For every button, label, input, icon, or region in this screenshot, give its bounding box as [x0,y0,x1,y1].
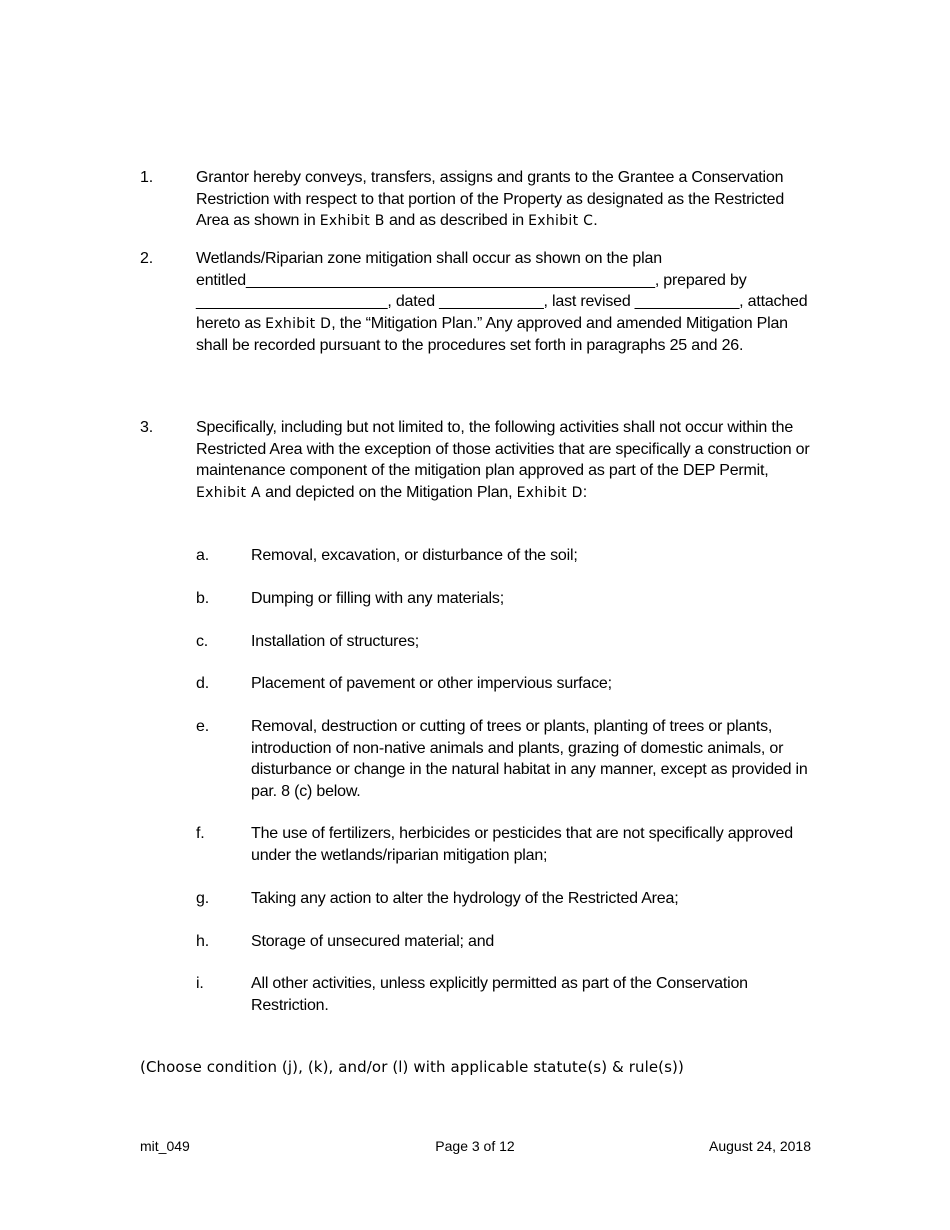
exhibit-reference: Exhibit D [516,484,583,501]
list-item [196,545,816,567]
list-item [196,888,816,910]
list-item-letter: g. [196,890,209,907]
list-item-letter: i. [196,975,204,992]
list-item-text: The use of fertilizers, herbicides or pesticides that are not specifically approved under the wetlands/riparian mitigation plan; [251,825,793,864]
list-item-letter: c. [196,633,209,650]
paragraph-body [196,167,820,233]
choose-condition-note: (Choose condition (j), (k), and/or (l) with applicable statute(s) & rule(s)) [140,1058,684,1076]
paragraph-text: , the “Mitigation Plan.” Any approved and amended Mitigation Plan shall be recorded pursuant to the procedures set forth in paragraphs 25 and 26. [196,314,788,354]
footer-date: August 24, 2018 [709,1138,811,1154]
list-item-letter: a. [196,547,209,564]
list-item [196,673,816,695]
footer-document-id: mit_049 [140,1138,190,1154]
list-item-text: Removal, excavation, or disturbance of the soil; [251,547,578,564]
list-item-letter: b. [196,590,209,607]
paragraph-1 [140,167,820,233]
paragraph-number: 1. [140,169,153,186]
list-item-letter: f. [196,825,205,842]
list-item-text: Installation of structures; [251,633,420,650]
list-item-letter: d. [196,675,209,692]
list-item [196,931,816,953]
list-item-text: Removal, destruction or cutting of trees or plants, planting of trees or plants, introduction of non-native animals and plants, grazing of domestic animals, or disturbance or change in the natural habitat in any manner, except as provided in par. 8 (c) below. [251,718,808,800]
exhibit-reference: Exhibit D [265,315,332,332]
footer-page-number: Page 3 of 12 [435,1138,515,1154]
list-item [196,973,816,1016]
paragraph-text: Specifically, including but not limited to, the following activities shall not occur within the Restricted Area with the exception of those activities that are specifically a construction or maintenance component of the mitigation plan approved as part of the DEP Permit, [196,419,810,479]
exhibit-reference: Exhibit C [528,213,594,229]
list-item-text: Taking any action to alter the hydrology of the Restricted Area; [251,890,679,907]
paragraph-2 [140,248,820,357]
list-item-text: Dumping or filling with any materials; [251,590,504,607]
paragraph-text: and depicted on the Mitigation Plan, [260,483,517,501]
paragraph-body [196,417,820,504]
paragraph-text: : [582,483,587,501]
paragraph-text: Grantor hereby conveys, transfers, assigns and grants to the Grantee a Conservation Restriction with respect to that portion of the Property as designated as the Restricted Area as shown in [196,169,785,229]
paragraph-text: and as described in [384,212,529,229]
exhibit-reference: Exhibit B [319,213,385,229]
list-item-text: Placement of pavement or other impervious surface; [251,675,612,692]
list-item-text: All other activities, unless explicitly permitted as part of the Conservation Restriction. [251,975,748,1014]
list-item [196,588,816,610]
list-item [196,631,816,653]
paragraph-number: 3. [140,419,153,436]
paragraph-number: 2. [140,250,153,267]
paragraph-3 [140,417,820,504]
list-item-text: Storage of unsecured material; and [251,933,495,950]
paragraph-text: Wetlands/Riparian zone mitigation shall occur as shown on the plan entitled_______________________________________________, prepared by ______________________, dated ____________, last revised ____________, attached hereto as [196,250,808,332]
list-item [196,716,816,802]
list-item-letter: h. [196,933,209,950]
list-item-letter: e. [196,718,209,735]
paragraph-body [196,248,820,357]
paragraph-text: . [593,212,598,229]
exhibit-reference: Exhibit A [196,484,261,501]
list-item [196,823,816,866]
